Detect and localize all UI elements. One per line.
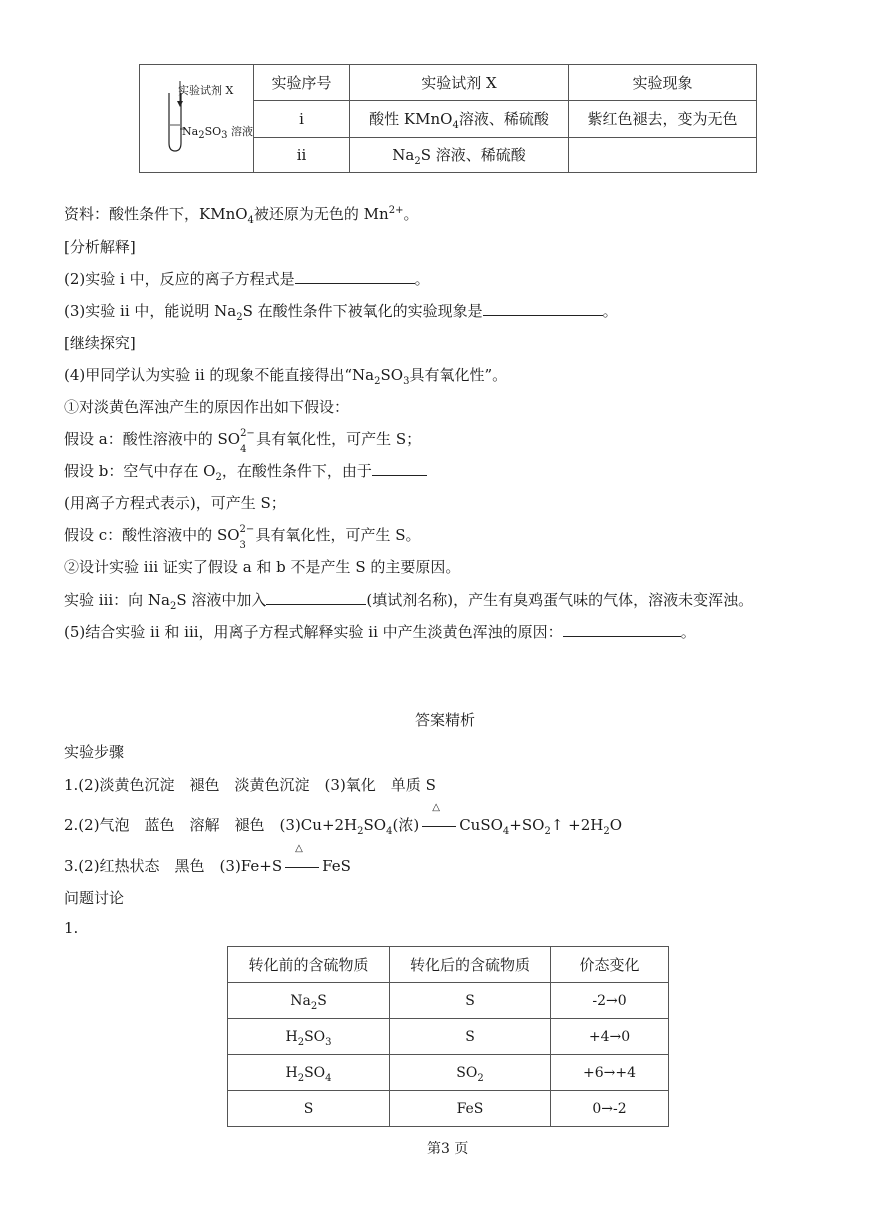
analysis-heading: [分析解释] [64, 238, 136, 256]
table-row [228, 1019, 669, 1055]
answer-blank [563, 622, 681, 637]
solution-label: $Na_2SO_3$ 溶液 [182, 125, 253, 142]
heat-condition: △ [419, 816, 459, 834]
header-reagent: 实验试剂 X [350, 65, 569, 101]
cell-after: S [390, 1019, 551, 1055]
answer-blank [483, 301, 603, 316]
answer-3: 3.(2)红热状态 黑色 (3)Fe+S △ FeS [64, 843, 351, 875]
question-4: (4)甲同学认为实验 ii 的现象不能直接得出“$Na_2SO_3$具有氧化性”。 [64, 366, 508, 387]
row-reagent: 酸性 KMnO$_4$溶液、稀硫酸 [350, 101, 569, 137]
header-phenomenon: 实验现象 [569, 65, 757, 101]
continue-heading: [继续探究] [64, 334, 136, 352]
cell-after: S [390, 983, 551, 1019]
row-no: ii [254, 137, 350, 172]
cell-change: +6→+4 [551, 1055, 669, 1091]
discussion-heading: 问题讨论 [64, 889, 125, 907]
page-number: 第3 页 [427, 1141, 469, 1157]
question-3: (3)实验 ii 中，能说明 $Na_2S$ 在酸性条件下被氧化的实验现象是 。 [64, 302, 618, 323]
answer-blank [295, 269, 415, 284]
cell-before: $H_2SO_4$ [228, 1055, 390, 1091]
experiment-3: 实验 iii：向 $Na_2S$ 溶液中加入 (填试剂名称)，产生有臭鸡蛋气味的气体，溶液未变浑浊。 [64, 591, 754, 612]
hypothesis-a: 假设 a：酸性溶液中的 SO 2− 4 具有氧化性，可产生 S； [64, 428, 422, 455]
cell-change: 0→-2 [551, 1091, 669, 1127]
cell-before: $Na_2S$ [228, 983, 390, 1019]
question-4-1: ①对淡黄色浑浊产生的原因作出如下假设： [64, 398, 350, 416]
experiment-table [139, 64, 757, 173]
apparatus-cell [140, 65, 254, 173]
row-phenomenon [569, 137, 757, 172]
steps-heading: 实验步骤 [64, 743, 125, 761]
cell-change: -2→0 [551, 983, 669, 1019]
cell-after: FeS [390, 1091, 551, 1127]
answer-blank [372, 461, 427, 476]
cell-change: +4→0 [551, 1019, 669, 1055]
valence-table [227, 946, 669, 1127]
row-no: i [254, 101, 350, 137]
answer-blank [266, 590, 366, 605]
reagent-x-label: 实验试剂 X [178, 84, 234, 97]
answer-1: 1.(2)淡黄色沉淀 褪色 淡黄色沉淀 (3)氧化 单质 S [64, 776, 436, 794]
hypothesis-b: 假设 b：空气中存在 $O_2$，在酸性条件下，由于 [64, 460, 427, 481]
row-phenomenon: 紫红色褪去，变为无色 [569, 101, 757, 137]
header-after: 转化后的含硫物质 [390, 947, 551, 983]
hypothesis-c: 假设 c：酸性溶液中的 SO 2− 3 具有氧化性，可产生 S。 [64, 524, 421, 551]
header-before: 转化前的含硫物质 [228, 947, 390, 983]
header-no: 实验序号 [254, 65, 350, 101]
question-4-2: ②设计实验 iii 证实了假设 a 和 b 不是产生 S 的主要原因。 [64, 558, 461, 576]
question-2: (2)实验 i 中，反应的离子方程式是 。 [64, 270, 430, 288]
cell-before: $H_2SO_3$ [228, 1019, 390, 1055]
cell-after: $SO_2$ [390, 1055, 551, 1091]
row-reagent: $Na_2S$ 溶液、稀硫酸 [350, 137, 569, 172]
table-row [228, 1091, 669, 1127]
material-note: 资料：酸性条件下，KMnO$_4$被还原为无色的 $Mn^{2+}$。 [64, 205, 419, 226]
cell-before: S [228, 1091, 390, 1127]
hypothesis-b-cont: (用离子方程式表示)，可产生 S； [64, 494, 286, 512]
answer-heading: 答案精析 [415, 711, 476, 729]
header-change: 价态变化 [551, 947, 669, 983]
table-row [228, 983, 669, 1019]
table-row [228, 1055, 669, 1091]
question-5: (5)结合实验 ii 和 iii，用离子方程式解释实验 ii 中产生淡黄色浑浊的原因： 。 [64, 623, 696, 641]
heat-condition: △ [282, 857, 322, 875]
item-number: 1. [64, 919, 79, 937]
answer-2: 2.(2)气泡 蓝色 溶解 褪色 $(3)Cu+2H_2SO_4$(浓) △ $CuSO_4+SO_2↑ +2H_2O$ [64, 802, 623, 837]
